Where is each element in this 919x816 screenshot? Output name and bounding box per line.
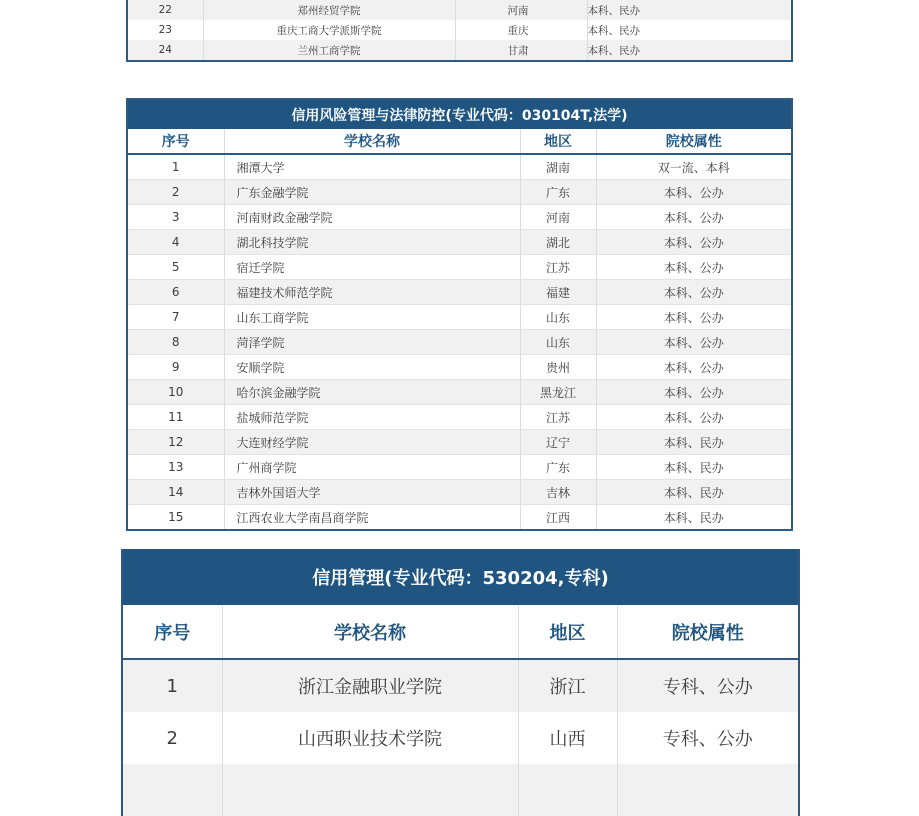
- row-number: 7: [127, 305, 224, 330]
- region: 江西: [520, 505, 596, 531]
- row-number: 5: [127, 255, 224, 280]
- row-number: 23: [127, 20, 203, 40]
- school-name: 郑州经贸学院: [203, 0, 455, 20]
- row-number: 12: [127, 430, 224, 455]
- table-title: 信用管理(专业代码：530204,专科): [122, 549, 799, 605]
- table-row: [127, 280, 792, 305]
- school-attribute: 专科、公办: [617, 659, 799, 712]
- row-number: 15: [127, 505, 224, 531]
- school-name: 广东金融学院: [224, 180, 520, 205]
- school-name: 湖北科技学院: [224, 230, 520, 255]
- header-attribute: 院校属性: [596, 129, 792, 154]
- table-row: [127, 0, 792, 20]
- school-name: 山东工商学院: [224, 305, 520, 330]
- table-row: [127, 405, 792, 430]
- table-row: [127, 380, 792, 405]
- school-name: 河南财政金融学院: [224, 205, 520, 230]
- school-attribute: 本科、公办: [596, 305, 792, 330]
- school-name: 福建技术师范学院: [224, 280, 520, 305]
- school-name: 浙江金融职业学院: [222, 659, 518, 712]
- table-row: [127, 330, 792, 355]
- row-number: 9: [127, 355, 224, 380]
- region: 山东: [520, 305, 596, 330]
- school-name: 江西农业大学南昌商学院: [224, 505, 520, 531]
- header-region: 地区: [520, 129, 596, 154]
- region: 江苏: [520, 405, 596, 430]
- school-name: 湘潭大学: [224, 154, 520, 180]
- table-row: [127, 180, 792, 205]
- school-attribute: 本科、公办: [596, 230, 792, 255]
- school-attribute: 本科、公办: [596, 330, 792, 355]
- school-name: 大连财经学院: [224, 430, 520, 455]
- credit-risk-law-school-table: [126, 98, 793, 531]
- row-number: 3: [127, 205, 224, 230]
- region: 黑龙江: [520, 380, 596, 405]
- region: 江苏: [520, 255, 596, 280]
- school-name: 哈尔滨金融学院: [224, 380, 520, 405]
- row-number: 14: [127, 480, 224, 505]
- school-name: 兰州工商学院: [203, 40, 455, 61]
- table-row: [127, 455, 792, 480]
- school-attribute: 本科、公办: [596, 380, 792, 405]
- table-row: [127, 154, 792, 180]
- row-number: 11: [127, 405, 224, 430]
- header-region: 地区: [518, 605, 617, 659]
- region: 山东: [520, 330, 596, 355]
- table-row: [127, 305, 792, 330]
- table-row: [127, 40, 792, 61]
- row-number: 2: [122, 712, 222, 764]
- school-attribute: 本科、民办: [587, 20, 792, 40]
- table-row: [127, 355, 792, 380]
- school-attribute: 双一流、本科: [596, 154, 792, 180]
- table-row: [122, 764, 799, 816]
- table-row: [122, 659, 799, 712]
- school-attribute: 本科、民办: [596, 430, 792, 455]
- table-title: 信用风险管理与法律防控(专业代码：030104T,法学): [127, 99, 792, 129]
- school-attribute: 本科、公办: [596, 355, 792, 380]
- table-row: [127, 20, 792, 40]
- row-number: 4: [127, 230, 224, 255]
- row-number: 10: [127, 380, 224, 405]
- school-name: 吉林外国语大学: [224, 480, 520, 505]
- table-row: [127, 230, 792, 255]
- table-header: [127, 129, 792, 154]
- region: 贵州: [520, 355, 596, 380]
- table-header: [122, 605, 799, 659]
- region: 福建: [520, 280, 596, 305]
- school-name: 安顺学院: [224, 355, 520, 380]
- table-row: [127, 480, 792, 505]
- row-number: 2: [127, 180, 224, 205]
- table-row: [122, 712, 799, 764]
- header-number: 序号: [122, 605, 222, 659]
- row-number: 8: [127, 330, 224, 355]
- row-number: 6: [127, 280, 224, 305]
- school-name: 山西职业技术学院: [222, 712, 518, 764]
- school-attribute: 本科、民办: [596, 505, 792, 531]
- row-number: 1: [127, 154, 224, 180]
- region: 湖南: [520, 154, 596, 180]
- region: 湖北: [520, 230, 596, 255]
- credit-management-school-table: [121, 549, 800, 816]
- row-number: 13: [127, 455, 224, 480]
- table-row: [127, 255, 792, 280]
- school-name: 重庆工商大学派斯学院: [203, 20, 455, 40]
- table-row: [127, 505, 792, 531]
- table-row: [127, 205, 792, 230]
- school-attribute: 本科、公办: [596, 255, 792, 280]
- table-row: [127, 430, 792, 455]
- school-name: 盐城师范学院: [224, 405, 520, 430]
- header-school: 学校名称: [222, 605, 518, 659]
- region: 重庆: [455, 20, 587, 40]
- region: 河南: [455, 0, 587, 20]
- header-school: 学校名称: [224, 129, 520, 154]
- school-name: 广州商学院: [224, 455, 520, 480]
- school-attribute: 本科、公办: [596, 280, 792, 305]
- school-attribute: 本科、民办: [587, 0, 792, 20]
- header-number: 序号: [127, 129, 224, 154]
- row-number: 1: [122, 659, 222, 712]
- region: 甘肃: [455, 40, 587, 61]
- region: 河南: [520, 205, 596, 230]
- school-attribute: 本科、公办: [596, 180, 792, 205]
- header-attribute: 院校属性: [617, 605, 799, 659]
- region: 广东: [520, 455, 596, 480]
- region: 山西: [518, 712, 617, 764]
- region: 辽宁: [520, 430, 596, 455]
- school-attribute: 本科、民办: [596, 480, 792, 505]
- school-table-continued: [126, 0, 793, 62]
- school-name: 菏泽学院: [224, 330, 520, 355]
- school-attribute: 专科、公办: [617, 712, 799, 764]
- school-name: 宿迁学院: [224, 255, 520, 280]
- school-attribute: 本科、公办: [596, 405, 792, 430]
- school-attribute: 本科、民办: [596, 455, 792, 480]
- row-number: 24: [127, 40, 203, 61]
- school-attribute: 本科、公办: [596, 205, 792, 230]
- school-attribute: 本科、民办: [587, 40, 792, 61]
- region: 吉林: [520, 480, 596, 505]
- region: 浙江: [518, 659, 617, 712]
- region: 广东: [520, 180, 596, 205]
- row-number: 22: [127, 0, 203, 20]
